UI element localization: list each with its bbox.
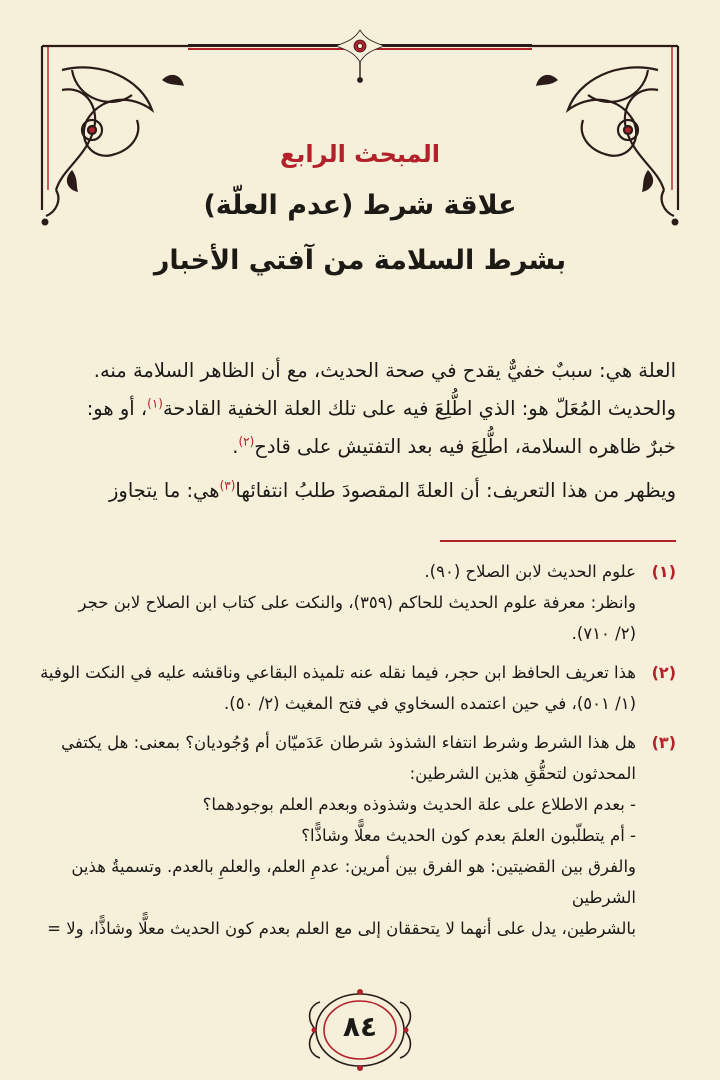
page-number: ٨٤ xyxy=(342,1010,378,1043)
footnote-line: - أم يتطلّبون العلمَ بعدم كون الحديث معلًّا وشاذًّا؟ xyxy=(301,826,636,845)
footnote-line: (٢/ ٧١٠). xyxy=(571,624,636,643)
footnote-line: وانظر: معرفة علوم الحديث للحاكم (٣٥٩)، والنكت على كتاب ابن الصلاح لابن حجر xyxy=(78,593,636,612)
footnote-line: هل هذا الشرط وشرط انتفاء الشذوذ شرطان عَدَميّان أم وُجُوديان؟ بمعنى: هل يكتفي xyxy=(61,733,636,752)
footnote-1 xyxy=(36,556,676,649)
footnote-separator xyxy=(440,540,676,542)
footnote-line: والفرق بين القضيتين: هو الفرق بين أمرين: عدمِ العلم، والعلمِ بالعدم. وتسميةُ هذين الشرطين xyxy=(71,857,636,907)
body-text-span: والحديث المُعَلّ هو: الذي اطُّلِعَ فيه على تلك العلة الخفية القادحة xyxy=(162,397,676,420)
body-text-span: العلة هي: سببٌ خفيٌّ يقدح في صحة الحديث، مع أن الظاهر السلامة منه. xyxy=(93,359,676,382)
body-line xyxy=(40,472,676,510)
body-line xyxy=(40,390,676,428)
center-ornament-icon xyxy=(330,24,390,84)
chapter-title-line-2: بشرط السلامة من آفتي الأخبار xyxy=(153,245,567,276)
body-text-span: هي: ما يتجاوز xyxy=(109,479,220,502)
footnote-2 xyxy=(36,657,676,719)
body-text xyxy=(40,352,676,510)
footnote-number: (١) xyxy=(651,562,676,581)
footnote-line: (١/ ٥٠١)، في حين اعتمده السخاوي في فتح المغيث (٢/ ٥٠). xyxy=(224,694,636,713)
chapter-title-line-1: علاقة شرط (عدم العلّة) xyxy=(203,190,517,221)
footnote-ref-3[interactable]: (٣) xyxy=(219,478,236,493)
footnote-line: المحدثون لتحقُّقِ هذين الشرطين: xyxy=(409,764,636,783)
page-number-medallion xyxy=(300,984,420,1076)
body-text-span: ويظهر من هذا التعريف: أن العلةَ المقصودَ طلبُ انتفائها xyxy=(235,479,676,502)
section-label: المبحث الرابع xyxy=(280,140,440,168)
body-text-span: خبرٌ ظاهره السلامة، اطُّلِعَ فيه بعد التفتيش على قادح xyxy=(254,435,676,458)
footnote-3 xyxy=(36,727,676,944)
footnote-line: هذا تعريف الحافظ ابن حجر، فيما نقله عنه تلميذه البقاعي وناقشه عليه في النكت الوفية xyxy=(40,663,636,682)
footnote-ref-2[interactable]: (٢) xyxy=(238,434,255,449)
footnotes xyxy=(36,556,676,952)
footnote-line: بالشرطين، يدل على أنهما لا يتحققان إلى مع العلم بعدم كون الحديث معلًّا وشاذًّا، ولا = xyxy=(47,919,636,938)
body-text-span: . xyxy=(232,435,239,458)
body-line xyxy=(40,352,676,390)
body-line xyxy=(40,428,676,466)
footnote-line: - بعدم الاطلاع على علة الحديث وشذوذه وبعدم العلم بوجودهما؟ xyxy=(202,795,636,814)
body-text-span: ، أو هو: xyxy=(86,397,148,420)
footnote-number: (٣) xyxy=(651,733,676,752)
footnote-number: (٢) xyxy=(651,663,676,682)
footnote-line: علوم الحديث لابن الصلاح (٩٠). xyxy=(424,562,636,581)
footnote-ref-1[interactable]: (١) xyxy=(147,396,163,411)
